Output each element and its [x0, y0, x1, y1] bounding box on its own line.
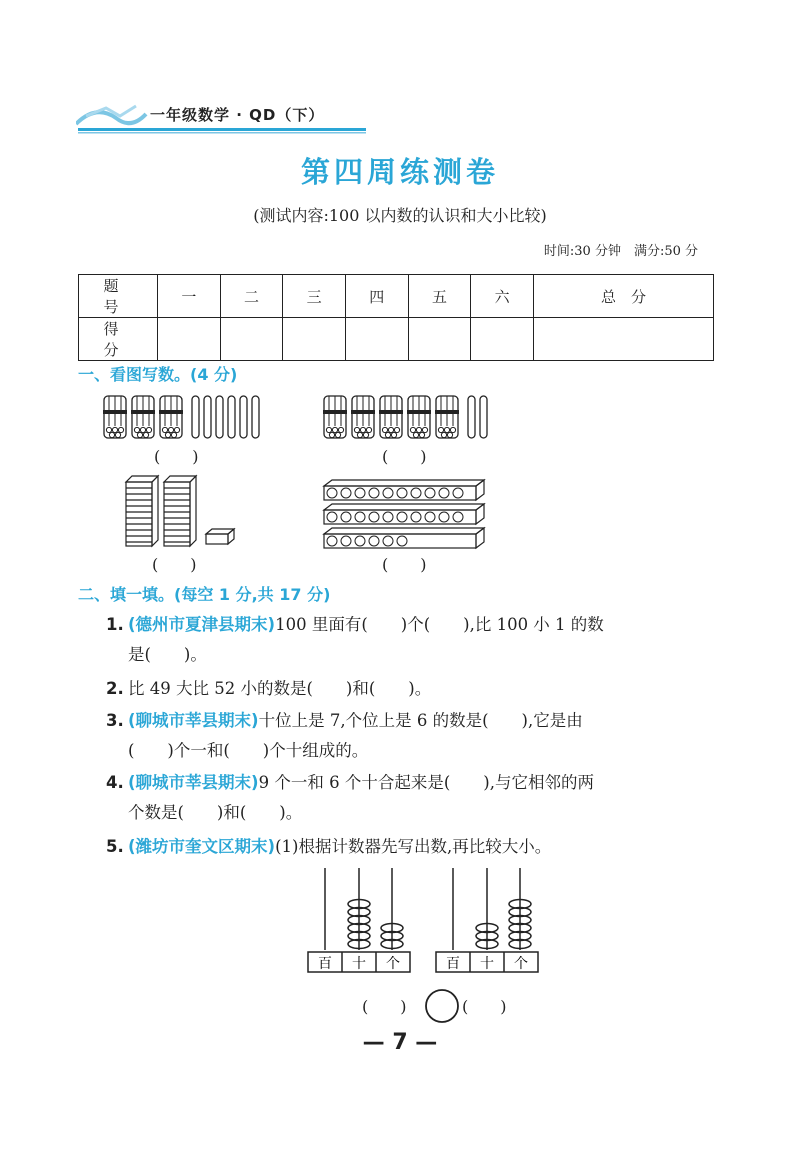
- question-text: (1)根据计数器先写出数,再比较大小。: [275, 837, 552, 856]
- question-3: [106, 706, 726, 766]
- question-text: 9 个一和 6 个十合起来是( ),与它相邻的两: [258, 773, 594, 792]
- question-number: 3.: [106, 711, 124, 730]
- section-2-title: 二、填一填。(每空 1 分,共 17 分): [78, 585, 331, 604]
- subtitle: (测试内容:100 以内数的认识和大小比较): [253, 206, 547, 225]
- page-number: — 7 —: [362, 1030, 438, 1055]
- score-input-cell[interactable]: [158, 318, 221, 361]
- question-number: 5.: [106, 837, 124, 856]
- score-table-cell: 五: [408, 275, 471, 318]
- question-text: 100 里面有( )个( ),比 100 小 1 的数: [275, 615, 604, 634]
- question-source: (聊城市莘县期末): [128, 773, 259, 792]
- question-5: [106, 832, 726, 862]
- question-source: (潍坊市奎文区期末): [128, 837, 276, 856]
- question-text: ( )个一和( )个十组成的。: [128, 741, 369, 760]
- abacus-left: [304, 866, 414, 976]
- question-text: 是( )。: [128, 645, 207, 664]
- abacus-label: 十: [480, 956, 494, 972]
- score-table-cell: 四: [345, 275, 408, 318]
- score-input-cell[interactable]: [345, 318, 408, 361]
- score-table-cell: 六: [471, 275, 534, 318]
- compare-circle[interactable]: [424, 988, 460, 1024]
- score-table-cell: 一: [158, 275, 221, 318]
- abacus-right: [432, 866, 542, 976]
- rods-figure-4: [320, 476, 490, 552]
- score-table: [78, 274, 714, 361]
- compare-right-blank[interactable]: ( ): [462, 997, 507, 1016]
- compare-left-blank[interactable]: ( ): [362, 997, 407, 1016]
- score-table-cell: 三: [283, 275, 346, 318]
- sticks-figure-2: [320, 392, 510, 444]
- answer-blank[interactable]: ( ): [152, 555, 197, 574]
- score-table-score-row: [79, 318, 714, 361]
- score-input-cell[interactable]: [533, 318, 713, 361]
- book-label: 一年级数学 · QD（下）: [150, 106, 325, 124]
- abacus-label: 十: [352, 956, 366, 972]
- question-4: [106, 768, 726, 828]
- answer-blank[interactable]: ( ): [382, 447, 427, 466]
- score-table-header-row: [79, 275, 714, 318]
- sticks-figure-1: [100, 392, 270, 444]
- time-info: 时间:30 分钟 满分:50 分: [543, 244, 698, 259]
- question-1: [106, 610, 726, 670]
- question-source: (聊城市莘县期末): [128, 711, 259, 730]
- score-table-cell: 题 号: [79, 275, 158, 318]
- question-source: (德州市夏津县期末): [128, 615, 276, 634]
- answer-blank[interactable]: ( ): [382, 555, 427, 574]
- score-table-cell: 二: [220, 275, 283, 318]
- question-2: [106, 674, 726, 704]
- abacus-label: 个: [514, 956, 528, 972]
- question-text: 十位上是 7,个位上是 6 的数是( ),它是由: [258, 711, 583, 730]
- abacus-label: 百: [318, 956, 332, 972]
- question-text: 比 49 大比 52 小的数是( )和( )。: [128, 679, 432, 698]
- section-1-title: 一、看图写数。(4 分): [78, 365, 238, 384]
- abacus-label: 个: [386, 956, 400, 972]
- abacus-label: 百: [446, 956, 460, 972]
- score-table-cell: 总 分: [533, 275, 713, 318]
- question-number: 2.: [106, 679, 124, 698]
- page-title: 第四周练测卷: [300, 155, 499, 189]
- score-input-cell[interactable]: [471, 318, 534, 361]
- score-input-cell[interactable]: [220, 318, 283, 361]
- score-table-cell: 得 分: [79, 318, 158, 361]
- question-number: 1.: [106, 615, 124, 634]
- score-input-cell[interactable]: [408, 318, 471, 361]
- question-number: 4.: [106, 773, 124, 792]
- answer-blank[interactable]: ( ): [154, 447, 199, 466]
- blocks-figure-3: [120, 472, 250, 552]
- score-input-cell[interactable]: [283, 318, 346, 361]
- question-text: 个数是( )和( )。: [128, 803, 303, 822]
